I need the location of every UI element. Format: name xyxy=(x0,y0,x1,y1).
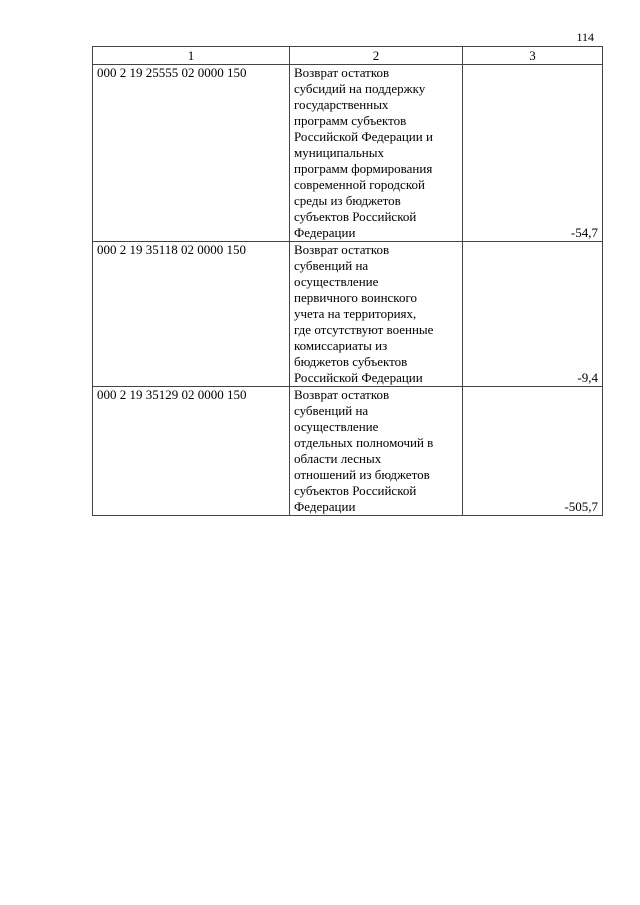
budget-code-cell: 000 2 19 35118 02 0000 150 xyxy=(93,242,290,387)
description-line: отношений из бюджетов xyxy=(294,467,430,482)
description-line: современной городской xyxy=(294,177,425,192)
description-line: программ формирования xyxy=(294,161,433,176)
budget-table xyxy=(92,46,603,516)
column-header-2: 2 xyxy=(290,47,463,65)
description-line: Возврат остатков xyxy=(294,65,390,80)
description-line: Возврат остатков xyxy=(294,242,390,257)
description-line: Федерации xyxy=(294,225,356,240)
amount-cell: -9,4 xyxy=(463,242,603,387)
description-line: среды из бюджетов xyxy=(294,193,401,208)
description-line: бюджетов субъектов xyxy=(294,354,408,369)
column-header-1: 1 xyxy=(93,47,290,65)
budget-code-cell: 000 2 19 25555 02 0000 150 xyxy=(93,65,290,242)
description-line: области лесных xyxy=(294,451,382,466)
description-line: программ субъектов xyxy=(294,113,407,128)
description-cell xyxy=(290,242,463,387)
description-line: субвенций на xyxy=(294,403,369,418)
description-line: Российской Федерации xyxy=(294,370,423,385)
table-row xyxy=(93,242,603,387)
page-number: 114 xyxy=(576,30,594,44)
description-line: субсидий на поддержку xyxy=(294,81,426,96)
description-line: Возврат остатков xyxy=(294,387,390,402)
description-line: Федерации xyxy=(294,499,356,514)
description-line: субъектов Российской xyxy=(294,483,417,498)
description-cell xyxy=(290,387,463,516)
description-cell xyxy=(290,65,463,242)
description-line: Российской Федерации и xyxy=(294,129,433,144)
description-line: отдельных полномочий в xyxy=(294,435,434,450)
description-line: осуществление xyxy=(294,419,379,434)
description-line: субвенций на xyxy=(294,258,369,273)
description-line: субъектов Российской xyxy=(294,209,417,224)
description-line: учета на территориях, xyxy=(294,306,417,321)
description-line: комиссариаты из xyxy=(294,338,388,353)
amount-cell: -54,7 xyxy=(463,65,603,242)
table-header-row xyxy=(93,47,603,65)
column-header-3: 3 xyxy=(463,47,603,65)
budget-code-cell: 000 2 19 35129 02 0000 150 xyxy=(93,387,290,516)
table-row xyxy=(93,65,603,242)
description-line: где отсутствуют военные xyxy=(294,322,434,337)
amount-cell: -505,7 xyxy=(463,387,603,516)
description-line: государственных xyxy=(294,97,389,112)
table-row xyxy=(93,387,603,516)
description-line: первичного воинского xyxy=(294,290,417,305)
description-line: осуществление xyxy=(294,274,379,289)
description-line: муниципальных xyxy=(294,145,385,160)
